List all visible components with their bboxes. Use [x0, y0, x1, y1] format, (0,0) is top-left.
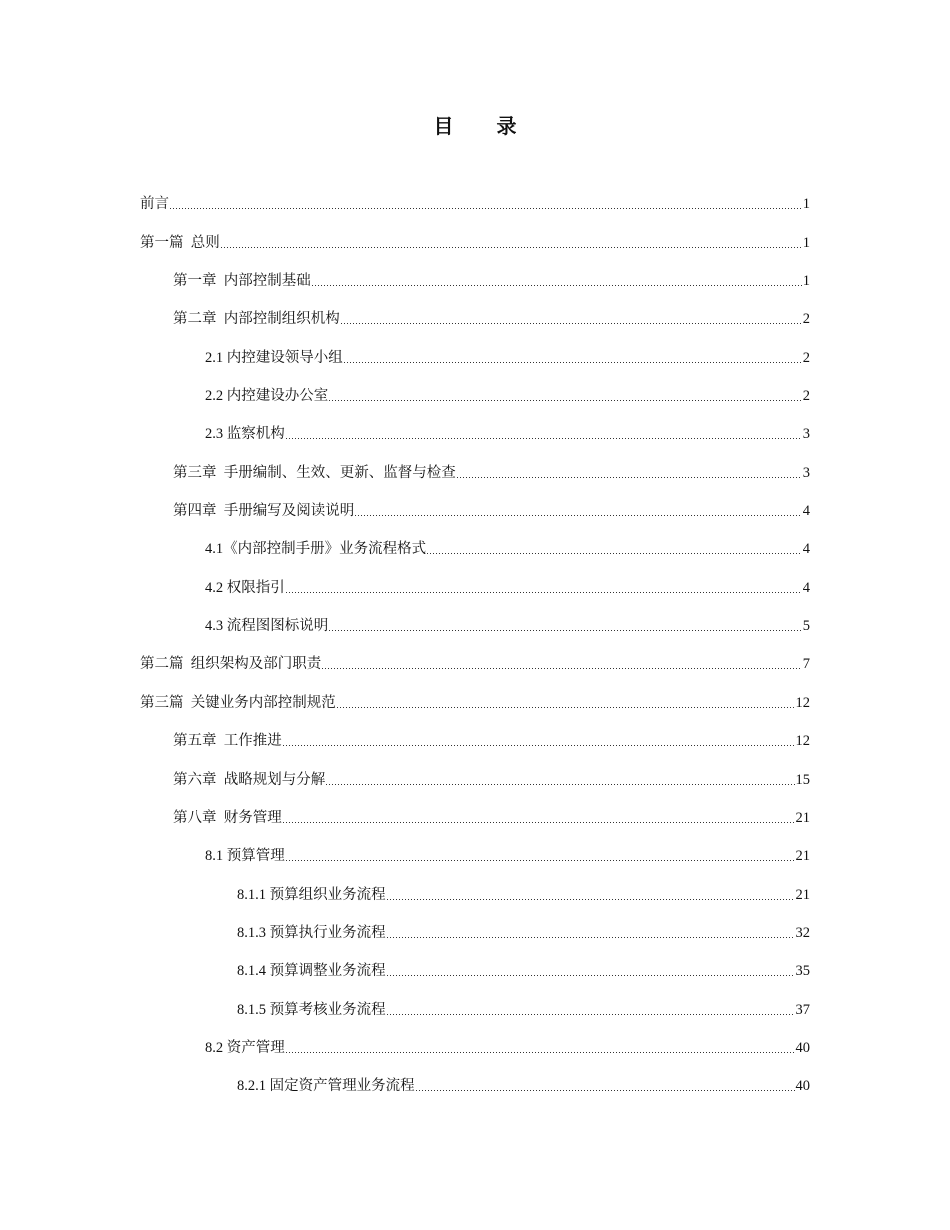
toc-entry-label: 8.1 预算管理 [205, 848, 285, 865]
toc-entry-page-number: 12 [795, 733, 810, 750]
toc-entry [140, 1067, 810, 1105]
toc-entry [140, 683, 810, 721]
toc-entry [140, 607, 810, 645]
dot-leader [322, 668, 802, 669]
toc-entry-label: 第五章 工作推进 [173, 733, 282, 750]
toc-entry [140, 453, 810, 491]
toc-entry-label: 8.1.3 预算执行业务流程 [237, 924, 386, 941]
dot-leader [329, 400, 802, 401]
toc-entry-label: 第二章 内部控制组织机构 [173, 311, 340, 328]
dot-leader [170, 208, 802, 209]
toc-entry-page-number: 1 [802, 234, 810, 251]
dot-leader [387, 899, 795, 900]
dot-leader [355, 515, 802, 516]
toc-entry-page-number: 40 [795, 1039, 810, 1056]
toc-entry-page-number: 2 [802, 388, 810, 405]
dot-leader [286, 1052, 795, 1053]
toc-entry-page-number: 35 [795, 963, 810, 980]
toc-entry-page-number: 1 [802, 196, 810, 213]
toc-entry-label: 8.2.1 固定资产管理业务流程 [237, 1078, 415, 1095]
dot-leader [286, 592, 802, 593]
dot-leader [387, 937, 795, 938]
toc-entry-page-number: 3 [802, 464, 810, 481]
toc-entry-label: 2.2 内控建设办公室 [205, 388, 329, 405]
toc-entry [140, 223, 810, 261]
toc-entry [140, 990, 810, 1028]
toc-entry-label: 第三章 手册编制、生效、更新、监督与检查 [173, 464, 456, 481]
toc-entry-label: 前言 [140, 196, 169, 213]
dot-leader [286, 438, 802, 439]
toc-entry-label: 4.1《内部控制手册》业务流程格式 [205, 541, 427, 558]
toc-entry-label: 第二篇 组织架构及部门职责 [140, 656, 322, 673]
toc-entry [140, 492, 810, 530]
toc-entry-label: 2.1 内控建设领导小组 [205, 349, 343, 366]
dot-leader [221, 247, 802, 248]
toc-entry-label: 4.3 流程图图标说明 [205, 618, 329, 635]
dot-leader [341, 323, 802, 324]
toc-entry [140, 415, 810, 453]
toc-entry [140, 952, 810, 990]
toc-entry [140, 338, 810, 376]
dot-leader [416, 1090, 795, 1091]
toc-entry-page-number: 1 [802, 273, 810, 290]
toc-entry [140, 1029, 810, 1067]
toc-entry-label: 8.1.1 预算组织业务流程 [237, 886, 386, 903]
toc-entry [140, 914, 810, 952]
dot-leader [312, 285, 802, 286]
toc-entry-page-number: 2 [802, 311, 810, 328]
toc-entry-label: 2.3 监察机构 [205, 426, 285, 443]
toc-entry [140, 300, 810, 338]
toc-entry-page-number: 37 [795, 1001, 810, 1018]
toc-entry-label: 第一章 内部控制基础 [173, 273, 311, 290]
toc-entry [140, 262, 810, 300]
toc-entry [140, 722, 810, 760]
dot-leader [387, 975, 795, 976]
toc-entry-page-number: 21 [795, 809, 810, 826]
toc-entry-page-number: 2 [802, 349, 810, 366]
toc-entry-label: 第四章 手册编写及阅读说明 [173, 503, 355, 520]
dot-leader [283, 745, 795, 746]
toc-entry-label: 8.1.4 预算调整业务流程 [237, 963, 386, 980]
toc-entry-page-number: 4 [802, 541, 810, 558]
toc-entry-label: 8.2 资产管理 [205, 1039, 285, 1056]
toc-entry [140, 875, 810, 913]
toc-entry-page-number: 15 [795, 771, 810, 788]
dot-leader [326, 784, 794, 785]
toc-entry-page-number: 12 [795, 694, 810, 711]
dot-leader [427, 553, 802, 554]
toc-entry [140, 377, 810, 415]
toc-entry-label: 第三篇 关键业务内部控制规范 [140, 694, 336, 711]
dot-leader [286, 860, 795, 861]
toc-entry [140, 760, 810, 798]
toc-entry-page-number: 21 [795, 848, 810, 865]
toc-entry [140, 645, 810, 683]
dot-leader [337, 707, 795, 708]
dot-leader [344, 362, 802, 363]
dot-leader [329, 630, 802, 631]
toc-entry-label: 第六章 战略规划与分解 [173, 771, 326, 788]
toc-entry-page-number: 4 [802, 579, 810, 596]
toc-entry-page-number: 40 [795, 1078, 810, 1095]
dot-leader [387, 1014, 795, 1015]
toc-entry-page-number: 3 [802, 426, 810, 443]
dot-leader [283, 822, 795, 823]
page-title: 目 录 [433, 116, 517, 138]
toc-entry [140, 799, 810, 837]
table-of-contents [140, 185, 810, 1105]
toc-entry-page-number: 7 [802, 656, 810, 673]
toc-entry-label: 8.1.5 预算考核业务流程 [237, 1001, 386, 1018]
toc-entry-page-number: 21 [795, 886, 810, 903]
toc-entry [140, 837, 810, 875]
toc-entry-label: 第八章 财务管理 [173, 809, 282, 826]
toc-entry [140, 530, 810, 568]
toc-entry-page-number: 4 [802, 503, 810, 520]
dot-leader [457, 477, 802, 478]
toc-entry-label: 第一篇 总则 [140, 234, 220, 251]
toc-entry [140, 568, 810, 606]
toc-entry-page-number: 32 [795, 924, 810, 941]
toc-entry-label: 4.2 权限指引 [205, 579, 285, 596]
toc-entry-page-number: 5 [802, 618, 810, 635]
toc-entry [140, 185, 810, 223]
